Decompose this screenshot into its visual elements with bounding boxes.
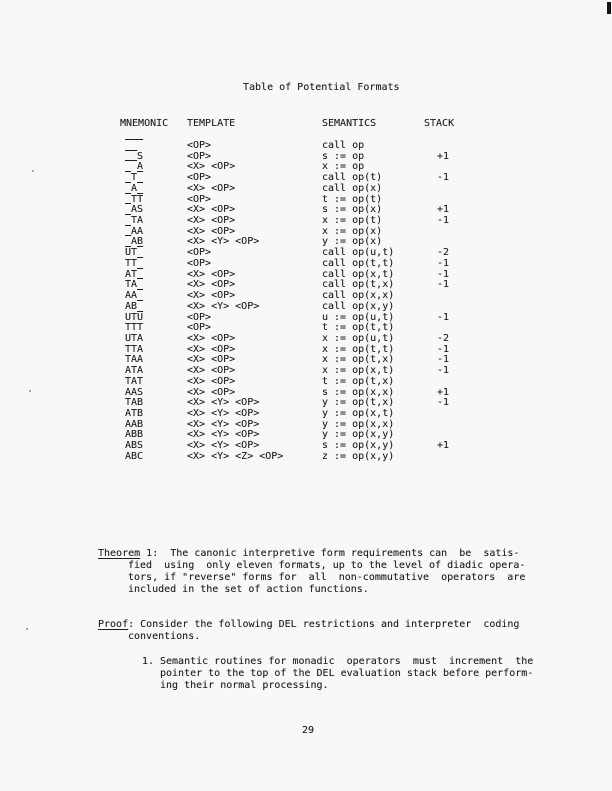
template-cell: <X> <Y> <OP> xyxy=(187,236,260,248)
template-cell: <X> <Y> <OP> xyxy=(187,407,260,419)
table-row xyxy=(0,152,612,163)
mnemonic-letters: AAS xyxy=(125,386,144,398)
list-item-number: 1. xyxy=(142,656,155,667)
stack-cell: +1 xyxy=(437,440,450,452)
formats-table xyxy=(0,141,612,463)
semantics-cell: call op(t,x) xyxy=(322,279,395,291)
template-cell: <OP> xyxy=(187,172,212,184)
proof-label: Proof xyxy=(98,619,129,630)
mnemonic-letters: ATB xyxy=(125,407,144,419)
stack-cell: +1 xyxy=(437,204,450,216)
proof-paragraph xyxy=(98,619,519,643)
mnemonic-overline-segment: $\overline{U}$ xyxy=(125,247,132,259)
page-number: 29 xyxy=(302,725,315,736)
semantics-cell: call op(x) xyxy=(322,182,383,194)
stack-cell: -1 xyxy=(437,268,450,280)
template-cell: <OP> xyxy=(187,247,212,259)
template-cell: <X> <OP> xyxy=(187,354,236,366)
mnemonic-letters: TAB xyxy=(125,397,144,409)
template-cell: <X> <OP> xyxy=(187,279,236,291)
proof-line: conventions. xyxy=(128,631,201,642)
table-row xyxy=(0,398,612,409)
semantics-cell: x := op(u,t) xyxy=(322,332,395,344)
table-row xyxy=(0,302,612,313)
table-row xyxy=(0,162,612,173)
template-cell: <OP> xyxy=(187,140,212,151)
table-row xyxy=(0,430,612,441)
mnemonic-letters: ABS xyxy=(125,440,144,452)
mnemonic-letters: TA xyxy=(131,215,144,227)
semantics-cell: u := op(u,t) xyxy=(322,311,395,323)
template-cell: <X> <OP> xyxy=(187,215,236,227)
mnemonic-overline-segment xyxy=(137,172,143,183)
table-row xyxy=(0,259,612,270)
stack-cell: -1 xyxy=(437,397,450,409)
table-row xyxy=(0,377,612,388)
stack-cell: -1 xyxy=(437,215,450,227)
table-row xyxy=(0,355,612,366)
mnemonic-overline-segment xyxy=(125,161,137,172)
theorem-paragraph xyxy=(98,548,525,596)
stack-cell: -2 xyxy=(437,332,450,344)
table-row xyxy=(0,184,612,195)
template-cell: <X> <Y> <Z> <OP> xyxy=(187,450,284,462)
mnemonic-overline-segment xyxy=(137,290,143,301)
mnemonic-letters: AS xyxy=(131,204,144,216)
template-cell: <X> <OP> xyxy=(187,161,236,173)
table-row xyxy=(0,173,612,184)
table-row xyxy=(0,388,612,399)
mnemonic-letters: A xyxy=(137,161,144,173)
table-row xyxy=(0,409,612,420)
table-row xyxy=(0,323,612,334)
table-row xyxy=(0,334,612,345)
table-title: Table of Potential Formats xyxy=(243,82,400,93)
theorem-line xyxy=(98,548,525,560)
table-row xyxy=(0,345,612,356)
semantics-cell: s := op(x,x) xyxy=(322,386,395,398)
list-item-1 xyxy=(142,656,533,692)
semantics-cell: y := op(x,t) xyxy=(322,407,395,419)
mnemonic-overline-segment xyxy=(137,269,143,280)
template-cell: <X> <OP> xyxy=(187,290,236,302)
mnemonic-letters: AT xyxy=(125,268,138,280)
theorem-label: Theorem xyxy=(98,548,141,559)
semantics-cell: y := op(x) xyxy=(322,236,383,248)
mnemonic-letters: TAA xyxy=(125,354,144,366)
table-row xyxy=(0,291,612,302)
stack-cell: +1 xyxy=(437,150,450,162)
scan-artifact-mark xyxy=(607,2,611,14)
stack-cell: +1 xyxy=(437,386,450,398)
template-cell: <X> <OP> xyxy=(187,332,236,344)
table-row xyxy=(0,205,612,216)
list-item-line: ing their normal processing. xyxy=(160,680,329,691)
mnemonic-overline-segment xyxy=(137,279,143,290)
mnemonic-letters: AAB xyxy=(125,418,144,430)
mnemonic-letters: S xyxy=(137,150,144,162)
stack-cell: -1 xyxy=(437,279,450,291)
template-cell: <X> <OP> xyxy=(187,375,236,387)
column-header-semantics: SEMANTICS xyxy=(322,118,377,129)
table-row xyxy=(0,195,612,206)
semantics-cell: x := op(x) xyxy=(322,225,383,237)
mnemonic-letters: TAT xyxy=(125,375,144,387)
stack-cell: -2 xyxy=(437,247,450,259)
template-cell: <X> <Y> <OP> xyxy=(187,397,260,409)
mnemonic-letters: AA xyxy=(131,225,144,237)
mnemonic-letters: T xyxy=(131,193,138,205)
mnemonic-letters: A xyxy=(131,182,138,194)
template-cell: <X> <OP> xyxy=(187,268,236,280)
mnemonic-letters: ABC xyxy=(125,450,144,462)
template-cell: <X> <OP> xyxy=(187,182,236,194)
stack-cell: -1 xyxy=(437,343,450,355)
theorem-line-text: 1: The canonic interpretive form requirements can be satis- xyxy=(140,548,520,559)
table-row xyxy=(0,420,612,431)
template-cell: <X> <OP> xyxy=(187,204,236,216)
semantics-cell: call op(x,x) xyxy=(322,290,395,302)
semantics-cell: x := op(t,x) xyxy=(322,354,395,366)
mnemonic-letters: TT xyxy=(125,257,138,269)
template-cell: <X> <Y> <OP> xyxy=(187,429,260,441)
semantics-cell: t := op(t) xyxy=(322,193,383,205)
column-header-template: TEMPLATE xyxy=(187,118,236,129)
theorem-line: tors, if "reverse" forms for all non-commutative operators are xyxy=(128,572,526,583)
table-row xyxy=(0,237,612,248)
list-item-line: pointer to the top of the DEL evaluation stack before perform- xyxy=(160,668,534,679)
semantics-cell: y := op(x,x) xyxy=(322,418,395,430)
proof-line xyxy=(98,619,519,631)
semantics-cell: call op(x,t) xyxy=(322,268,395,280)
semantics-cell: x := op xyxy=(322,161,365,173)
table-row xyxy=(0,216,612,227)
template-cell: <X> <OP> xyxy=(187,343,236,355)
template-cell: <X> <OP> xyxy=(187,225,236,237)
semantics-cell: x := op(t,t) xyxy=(322,343,395,355)
mnemonic-letters: T xyxy=(131,172,138,184)
template-cell: <X> <Y> <OP> xyxy=(187,440,260,452)
table-row xyxy=(0,227,612,238)
template-cell: <OP> xyxy=(187,150,212,162)
stack-cell: -1 xyxy=(437,365,450,377)
mnemonic-cell xyxy=(125,452,143,463)
template-cell: <OP> xyxy=(187,322,212,334)
stack-cell: -1 xyxy=(437,172,450,184)
table-row xyxy=(0,313,612,324)
column-header-mnemonic: MNEMONIC xyxy=(120,118,169,129)
mnemonic-letters: TA xyxy=(125,279,138,291)
stack-cell: -1 xyxy=(437,311,450,323)
template-cell: <X> <OP> xyxy=(187,386,236,398)
theorem-line: fied using only eleven formats, up to the level of diadic opera- xyxy=(128,560,526,571)
table-row xyxy=(0,248,612,259)
mnemonic-overline-segment xyxy=(125,140,143,151)
mnemonic-letters: UT xyxy=(125,311,138,323)
semantics-cell: s := op xyxy=(322,150,365,162)
mnemonic-letters: AB xyxy=(131,236,144,248)
table-row xyxy=(0,441,612,452)
mnemonic-letters: UTA xyxy=(125,332,144,344)
mnemonic-overline-segment xyxy=(137,183,143,194)
semantics-cell: call op xyxy=(322,140,365,151)
mnemonic-overline-segment xyxy=(137,258,143,269)
list-item-line: Semantic routines for monadic operators must increment the xyxy=(160,656,534,667)
semantics-cell: y := op(x,y) xyxy=(322,429,395,441)
table-row xyxy=(0,452,612,463)
template-cell: <X> <OP> xyxy=(187,365,236,377)
semantics-cell: y := op(t,x) xyxy=(322,397,395,409)
mnemonic-overline-segment xyxy=(137,301,143,312)
semantics-cell: t := op(t,t) xyxy=(322,322,395,334)
mnemonic-letters: T xyxy=(131,247,138,259)
semantics-cell: call op(u,t) xyxy=(322,247,395,259)
semantics-cell: s := op(x,y) xyxy=(322,440,395,452)
semantics-cell: x := op(x,t) xyxy=(322,365,395,377)
mnemonic-letters: ABB xyxy=(125,429,144,441)
table-header-row xyxy=(0,118,612,129)
scan-speck xyxy=(26,628,28,630)
semantics-cell: call op(t) xyxy=(322,172,383,184)
table-row xyxy=(0,366,612,377)
mnemonic-letters: AA xyxy=(125,290,138,302)
semantics-cell: t := op(t,x) xyxy=(322,375,395,387)
proof-line-text: : Consider the following DEL restrictions and interpreter coding xyxy=(128,619,520,630)
semantics-cell: x := op(t) xyxy=(322,215,383,227)
template-cell: <OP> xyxy=(187,193,212,205)
stack-cell: -1 xyxy=(437,257,450,269)
template-cell: <OP> xyxy=(187,311,212,323)
template-cell: <X> <Y> <OP> xyxy=(187,300,260,312)
list-item-text xyxy=(160,656,533,692)
table-row xyxy=(0,270,612,281)
template-cell: <X> <Y> <OP> xyxy=(187,418,260,430)
theorem-line: included in the set of action functions. xyxy=(128,584,369,595)
semantics-cell: call op(t,t) xyxy=(322,257,395,269)
mnemonic-overline-segment xyxy=(137,247,143,258)
mnemonic-letters: TTA xyxy=(125,343,144,355)
semantics-cell: s := op(x) xyxy=(322,204,383,216)
table-row xyxy=(0,280,612,291)
semantics-cell: z := op(x,y) xyxy=(322,450,395,462)
mnemonic-letters: AB xyxy=(125,300,138,312)
template-cell: <OP> xyxy=(187,257,212,269)
stack-cell: -1 xyxy=(437,354,450,366)
mnemonic-overline-segment: $\overline{U}$ xyxy=(137,311,144,323)
table-row xyxy=(0,141,612,152)
semantics-cell: call op(x,y) xyxy=(322,300,395,312)
mnemonic-overline-segment: $\overline{T}$ xyxy=(137,193,144,205)
mnemonic-letters: TTT xyxy=(125,322,144,334)
mnemonic-letters: ATA xyxy=(125,365,144,377)
column-header-stack: STACK xyxy=(424,118,455,129)
